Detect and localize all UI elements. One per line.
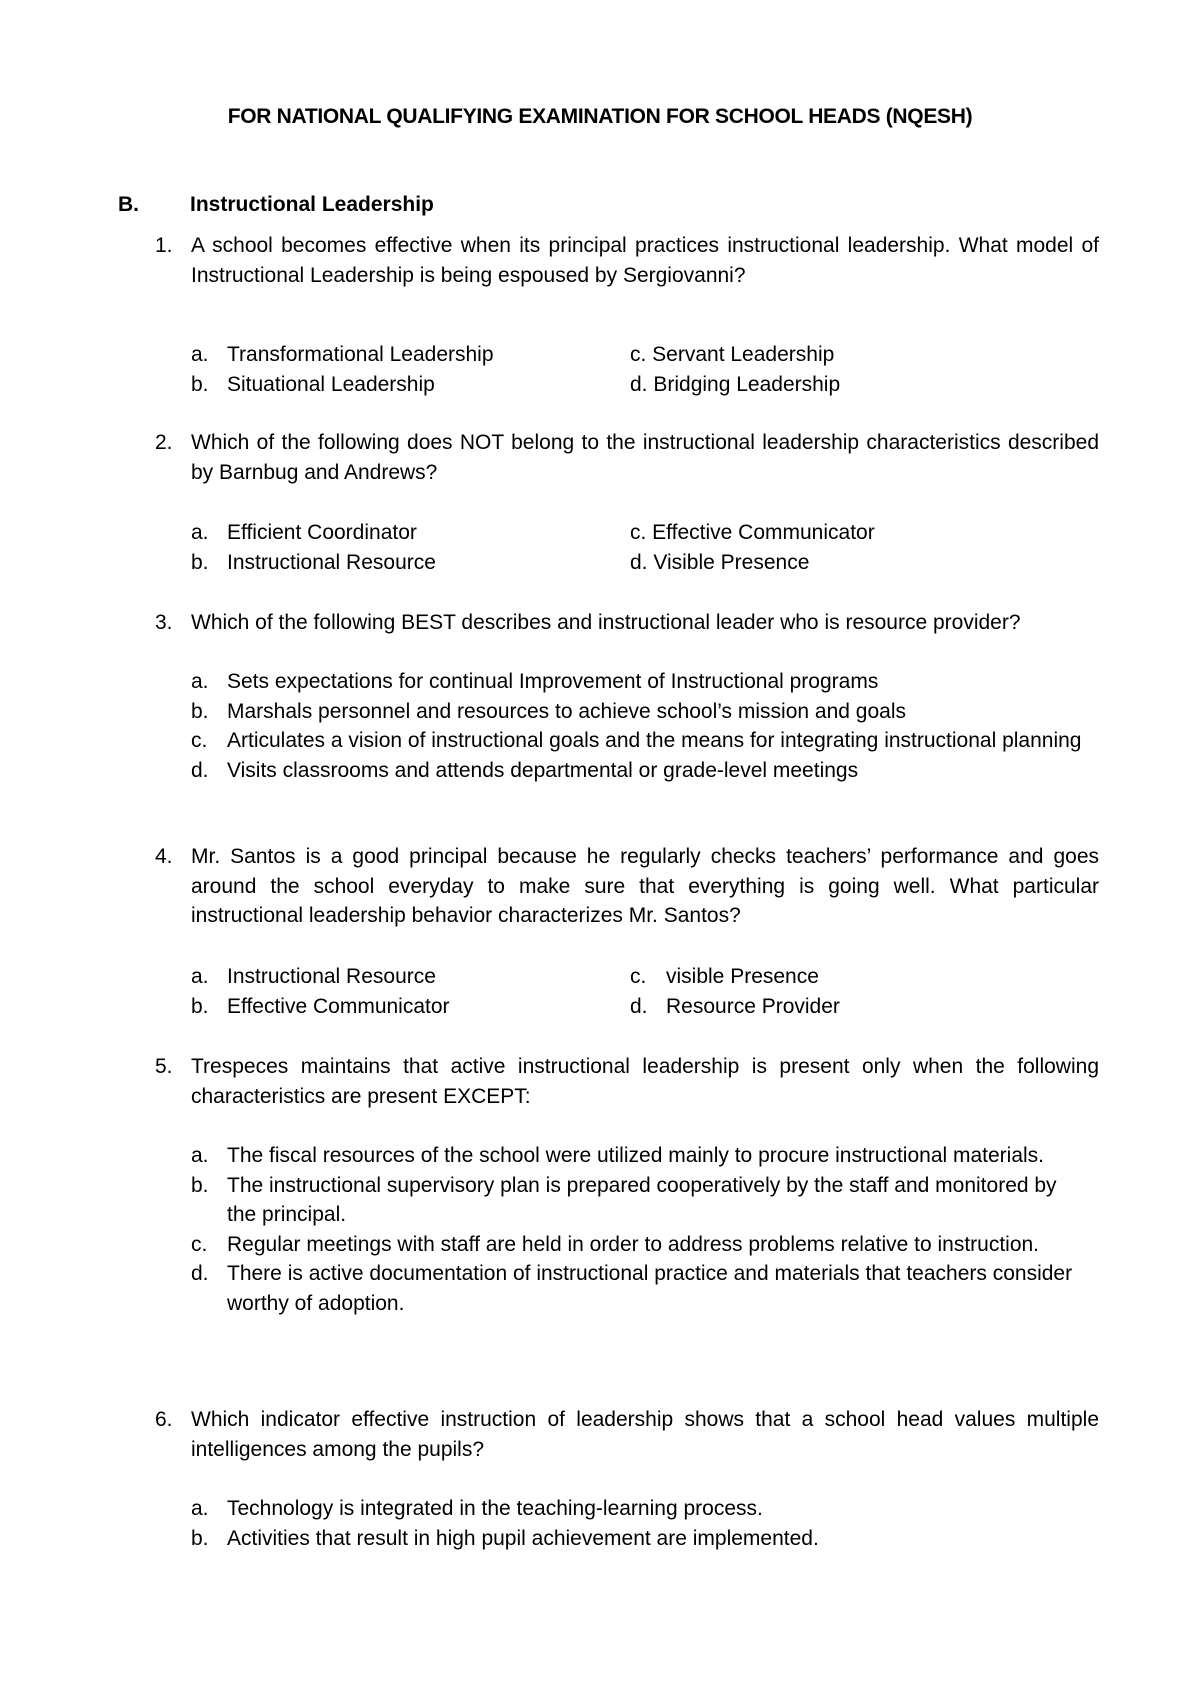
option-c bbox=[191, 726, 1091, 756]
option-text: The instructional supervisory plan is prepared cooperatively by the staff and monitored by the principal. bbox=[227, 1173, 1057, 1226]
question-stem: Which indicator effective instruction of leadership shows that a school head values multiple intelligences among the pupils? bbox=[191, 1408, 1099, 1461]
option-a bbox=[191, 340, 494, 370]
option-letter: d. bbox=[191, 758, 209, 782]
option-text: Effective Communicator bbox=[227, 994, 450, 1018]
option-text: Sets expectations for continual Improvement of Instructional programs bbox=[227, 670, 879, 693]
option-letter: a. bbox=[191, 521, 209, 544]
option-c bbox=[630, 340, 834, 370]
option-text: Marshals personnel and resources to achieve school’s mission and goals bbox=[227, 699, 906, 723]
option-text: Resource Provider bbox=[666, 994, 840, 1018]
option-text: Efficient Coordinator bbox=[227, 521, 417, 544]
options-row bbox=[191, 548, 1091, 578]
option-letter: b. bbox=[191, 994, 209, 1018]
option-letter: d. bbox=[630, 994, 648, 1018]
option-text: Instructional Resource bbox=[227, 965, 436, 988]
option-a bbox=[191, 667, 1091, 697]
section-letter: B. bbox=[118, 193, 139, 216]
option-b bbox=[191, 697, 1091, 727]
question-5 bbox=[155, 1052, 1099, 1111]
option-text: There is active documentation of instructional practice and materials that teachers consider worthy of adoption. bbox=[227, 1262, 1073, 1315]
option-a bbox=[191, 518, 417, 548]
option-letter: c. bbox=[630, 965, 647, 988]
question-5-options bbox=[191, 1141, 1091, 1318]
option-d bbox=[191, 1259, 1091, 1318]
question-4 bbox=[155, 842, 1099, 931]
option-d bbox=[630, 992, 840, 1022]
option-text: Instructional Resource bbox=[227, 550, 436, 574]
section-title: Instructional Leadership bbox=[190, 193, 434, 216]
option-text: The fiscal resources of the school were utilized mainly to procure instructional materials. bbox=[227, 1144, 1045, 1167]
option-b bbox=[191, 992, 450, 1022]
options-row bbox=[191, 340, 1091, 370]
options-row bbox=[191, 370, 1091, 400]
question-number: 5. bbox=[155, 1055, 173, 1078]
option-letter: b. bbox=[191, 699, 209, 723]
option-b bbox=[191, 1171, 1091, 1230]
option-text: Activities that result in high pupil achievement are implemented. bbox=[227, 1526, 819, 1550]
option-letter: c. bbox=[191, 729, 208, 752]
question-1-options bbox=[191, 340, 1091, 399]
option-text: Articulates a vision of instructional goals and the means for integrating instructional planning bbox=[227, 729, 1082, 752]
question-3-options bbox=[191, 667, 1091, 785]
option-a bbox=[191, 962, 436, 992]
question-number: 2. bbox=[155, 431, 173, 454]
document-title: FOR NATIONAL QUALIFYING EXAMINATION FOR SCHOOL HEADS (NQESH) bbox=[227, 105, 973, 128]
question-2-options bbox=[191, 518, 1091, 577]
option-letter: d. bbox=[191, 1262, 209, 1285]
option-letter: b. bbox=[191, 550, 209, 574]
question-number: 4. bbox=[155, 845, 173, 868]
question-stem: Mr. Santos is a good principal because he regularly checks teachers’ performance and goes around the school everyday to make sure that everything is going well. What particular instructional leadership behavior characterizes Mr. Santos? bbox=[191, 845, 1099, 927]
option-text: Situational Leadership bbox=[227, 372, 435, 396]
option-letter: b. bbox=[191, 1173, 209, 1197]
option-text: d. Visible Presence bbox=[630, 550, 810, 574]
option-a bbox=[191, 1494, 1091, 1524]
option-d bbox=[630, 370, 840, 400]
question-3 bbox=[155, 608, 1099, 638]
option-text: Regular meetings with staff are held in order to address problems relative to instruction. bbox=[227, 1232, 1040, 1256]
question-2 bbox=[155, 428, 1099, 487]
question-6 bbox=[155, 1405, 1099, 1464]
option-c bbox=[630, 962, 819, 992]
option-b bbox=[191, 370, 435, 400]
question-number: 1. bbox=[155, 234, 173, 257]
option-text: Visits classrooms and attends departmental or grade-level meetings bbox=[227, 758, 859, 782]
option-letter: c. bbox=[191, 1232, 208, 1256]
options-row bbox=[191, 962, 1091, 992]
question-4-options bbox=[191, 962, 1091, 1021]
option-c bbox=[191, 1230, 1091, 1260]
option-letter: b. bbox=[191, 372, 209, 396]
option-text: d. Bridging Leadership bbox=[630, 372, 841, 396]
option-letter: a. bbox=[191, 670, 209, 693]
question-stem: Which of the following does NOT belong to the instructional leadership characteristics described by Barnbug and Andrews? bbox=[191, 431, 1099, 484]
question-stem: A school becomes effective when its principal practices instructional leadership. What model of Instructional Leadership is being espoused by Sergiovanni? bbox=[191, 234, 1099, 287]
option-letter: a. bbox=[191, 965, 209, 988]
option-b bbox=[191, 1524, 1091, 1554]
section-heading bbox=[118, 190, 434, 220]
option-c bbox=[630, 518, 875, 548]
options-row bbox=[191, 518, 1091, 548]
question-stem: Which of the following BEST describes and instructional leader who is resource provider? bbox=[191, 611, 1021, 634]
question-number: 3. bbox=[155, 611, 173, 634]
option-b bbox=[191, 548, 436, 578]
option-d bbox=[191, 756, 1091, 786]
option-text: visible Presence bbox=[666, 965, 819, 988]
option-letter: a. bbox=[191, 1497, 209, 1520]
option-text: c. Effective Communicator bbox=[630, 521, 875, 544]
option-text: Transformational Leadership bbox=[227, 343, 494, 366]
question-1 bbox=[155, 231, 1099, 290]
option-letter: a. bbox=[191, 343, 209, 366]
option-letter: a. bbox=[191, 1144, 209, 1167]
question-6-options bbox=[191, 1494, 1091, 1553]
question-number: 6. bbox=[155, 1408, 173, 1431]
option-d bbox=[630, 548, 809, 578]
options-row bbox=[191, 992, 1091, 1022]
option-a bbox=[191, 1141, 1091, 1171]
option-text: Technology is integrated in the teaching-learning process. bbox=[227, 1497, 763, 1520]
option-text: c. Servant Leadership bbox=[630, 343, 835, 366]
option-letter: b. bbox=[191, 1526, 209, 1550]
question-stem: Trespeces maintains that active instructional leadership is present only when the following characteristics are present EXCEPT: bbox=[191, 1055, 1099, 1108]
